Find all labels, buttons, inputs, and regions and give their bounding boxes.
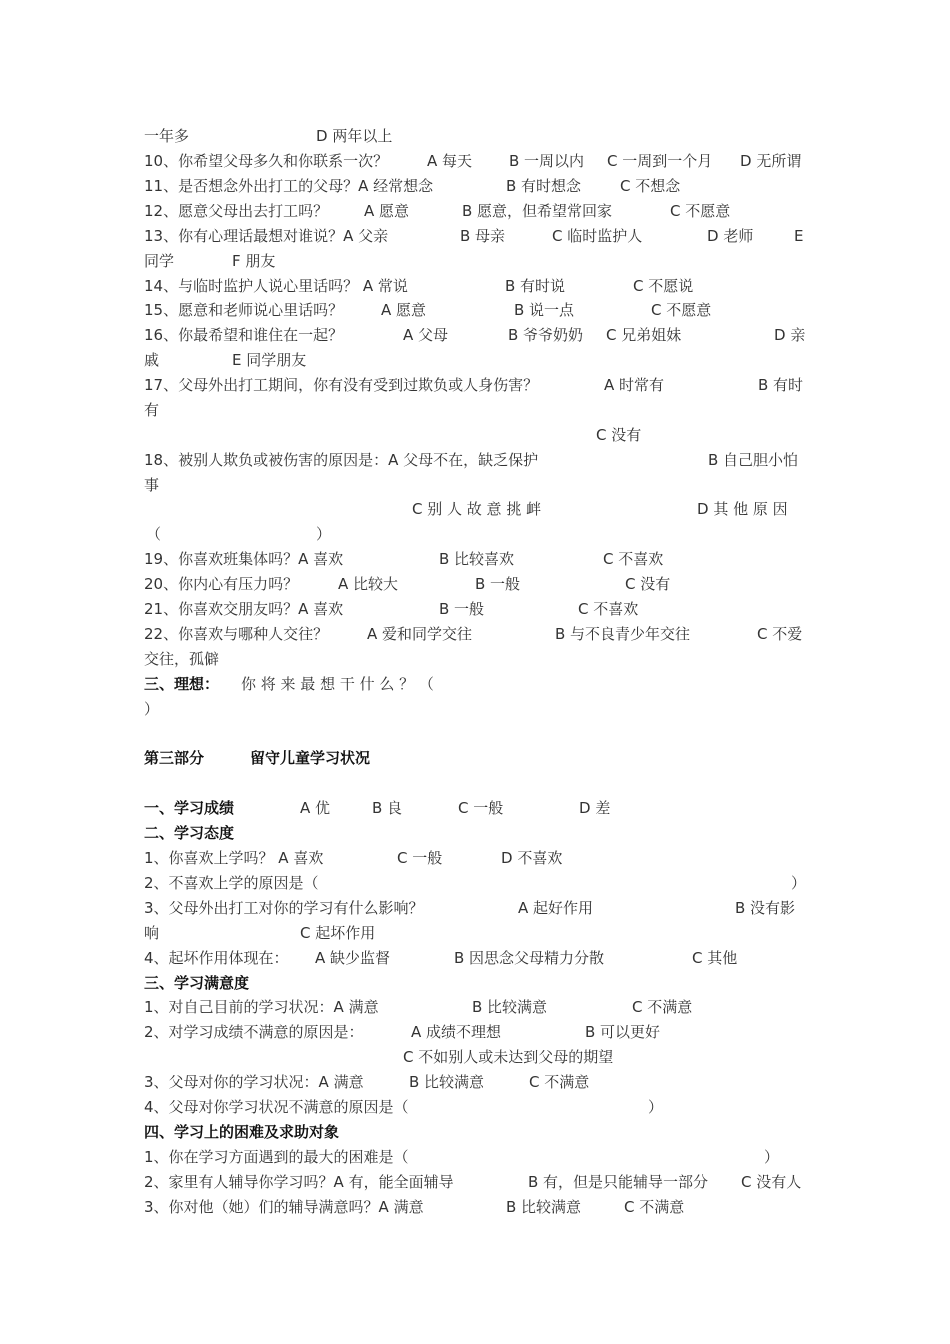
option-text: C 不爱	[757, 625, 803, 643]
question-text: 4、父母对你学习状况不满意的原因是（	[144, 1098, 409, 1116]
section-heading-attitude: 二、学习态度	[144, 824, 235, 842]
option-text: A 每天	[427, 152, 473, 170]
answer-blank-close: ）	[764, 1148, 780, 1166]
option-text: B 一周以内	[509, 152, 585, 170]
doc-text: 一年多	[144, 127, 190, 145]
option-text: D 差	[579, 799, 611, 817]
option-text: C 不愿意	[651, 301, 712, 319]
question-20: 20、你内心有压力吗？	[144, 575, 299, 593]
doc-text: 有	[144, 401, 160, 419]
option-text: C 不愿意	[670, 202, 731, 220]
doc-text: 戚	[144, 351, 160, 369]
option-text: B 有时说	[505, 277, 566, 295]
question-text: 4、起坏作用体现在：	[144, 949, 289, 967]
option-text: B 比较满意	[472, 998, 548, 1016]
question-13: 13、你有心理话最想对谁说？A 父亲	[144, 227, 389, 245]
option-text: B 愿意，但希望常回家	[462, 202, 613, 220]
option-text: D 老师	[707, 227, 754, 245]
option-text: A 起好作用	[518, 899, 594, 917]
part-subtitle: 留守儿童学习状况	[250, 749, 371, 767]
option-text: B 说一点	[514, 301, 575, 319]
question-text: 3、你对他（她）们的辅导满意吗？A 满意	[144, 1198, 424, 1216]
option-text: B 母亲	[460, 227, 506, 245]
section-heading-grades: 一、学习成绩	[144, 799, 235, 817]
question-21: 21、你喜欢交朋友吗？A 喜欢	[144, 600, 344, 618]
option-text: C 一周到一个月	[607, 152, 713, 170]
option-text: B 因思念父母精力分散	[454, 949, 605, 967]
question-text: 1、对自己目前的学习状况：A 满意	[144, 998, 379, 1016]
question-14: 14、与临时监护人说心里话吗？ A 常说	[144, 277, 408, 295]
option-text: A 缺少监督	[315, 949, 391, 967]
option-text: B 一般	[475, 575, 521, 593]
section-heading-difficulties: 四、学习上的困难及求助对象	[144, 1123, 340, 1141]
option-text: C 兄弟姐妹	[606, 326, 682, 344]
option-text: B 一般	[439, 600, 485, 618]
option-text: C 不满意	[529, 1073, 590, 1091]
option-text: C 没有	[596, 426, 642, 444]
option-text: B 与不良青少年交往	[555, 625, 691, 643]
doc-text: D 两年以上	[316, 127, 393, 145]
option-text: B 可以更好	[585, 1023, 661, 1041]
option-text: B 比较满意	[506, 1198, 582, 1216]
doc-text: 同学	[144, 252, 175, 270]
option-text: B 比较喜欢	[439, 550, 515, 568]
question-ideal: 你 将 来 最 想 干 什 么 ？ （	[241, 675, 434, 693]
option-text: A 比较大	[338, 575, 399, 593]
option-text: F 朋友	[232, 252, 276, 270]
option-text: C 不愿说	[633, 277, 694, 295]
answer-blank-close: ）	[791, 874, 807, 892]
option-text: B 比较满意	[409, 1073, 485, 1091]
question-text: 3、父母外出打工对你的学习有什么影响？	[144, 899, 424, 917]
option-text: C 不满意	[632, 998, 693, 1016]
question-18: 18、被别人欺负或被伤害的原因是：A 父母不在，缺乏保护	[144, 451, 539, 469]
option-text: C 不想念	[620, 177, 681, 195]
part-title: 第三部分	[144, 749, 205, 767]
option-text: A 愿意	[381, 301, 427, 319]
question-text: 2、对学习成绩不满意的原因是：	[144, 1023, 364, 1041]
question-11: 11、是否想念外出打工的父母？A 经常想念	[144, 177, 434, 195]
option-text: B 有时想念	[506, 177, 582, 195]
option-text: A 爱和同学交往	[367, 625, 473, 643]
answer-blank-close: ）	[316, 525, 332, 543]
option-text: C 一般	[397, 849, 443, 867]
option-text: A 父母	[403, 326, 449, 344]
option-text: C 临时监护人	[552, 227, 643, 245]
option-text: D 不喜欢	[501, 849, 563, 867]
question-12: 12、愿意父母出去打工吗？	[144, 202, 329, 220]
doc-text: 交往，孤僻	[144, 650, 220, 668]
option-text: C 不喜欢	[603, 550, 664, 568]
option-text: C 别 人 故 意 挑 衅	[412, 500, 542, 518]
option-text: C 没有	[625, 575, 671, 593]
option-text: A 成绩不理想	[411, 1023, 502, 1041]
option-text: C 不如别人或未达到父母的期望	[403, 1048, 614, 1066]
question-10: 10、你希望父母多久和你联系一次？	[144, 152, 389, 170]
option-text: A 愿意	[364, 202, 410, 220]
option-text: B 爷爷奶奶	[508, 326, 584, 344]
question-text: 1、你喜欢上学吗？ A 喜欢	[144, 849, 324, 867]
option-text: C 不喜欢	[578, 600, 639, 618]
question-text: 1、你在学习方面遇到的最大的困难是（	[144, 1148, 409, 1166]
option-text: C 不满意	[624, 1198, 685, 1216]
question-text: 2、家里有人辅导你学习吗？A 有，能全面辅导	[144, 1173, 454, 1191]
option-text: D 无所谓	[740, 152, 802, 170]
option-text: A 时常有	[604, 376, 665, 394]
option-text: C 一般	[458, 799, 504, 817]
option-text: B 自己胆小怕	[708, 451, 799, 469]
answer-blank-close: ）	[648, 1098, 664, 1116]
option-text: E	[794, 227, 804, 245]
option-text: B 有，但是只能辅导一部分	[528, 1173, 709, 1191]
section-heading-ideal: 三、理想：	[144, 675, 220, 693]
question-17: 17、父母外出打工期间，你有没有受到过欺负或人身伤害？	[144, 376, 539, 394]
option-text: D 其 他 原 因	[697, 500, 788, 518]
option-text: B 良	[372, 799, 403, 817]
question-22: 22、你喜欢与哪种人交往？	[144, 625, 329, 643]
answer-blank-open: （	[146, 525, 162, 543]
option-text: B 有时	[758, 376, 804, 394]
question-15: 15、愿意和老师说心里话吗？	[144, 301, 344, 319]
option-text: C 起坏作用	[300, 924, 376, 942]
doc-text: 响	[144, 924, 160, 942]
section-heading-satisfaction: 三、学习满意度	[144, 974, 250, 992]
option-text: E 同学朋友	[232, 351, 307, 369]
question-16: 16、你最希望和谁住在一起？	[144, 326, 344, 344]
option-text: A 优	[300, 799, 331, 817]
option-text: C 没有人	[741, 1173, 802, 1191]
option-text: D 亲	[774, 326, 806, 344]
doc-text: 事	[144, 476, 160, 494]
option-text: C 其他	[692, 949, 738, 967]
question-text: 3、父母对你的学习状况：A 满意	[144, 1073, 364, 1091]
question-19: 19、你喜欢班集体吗？A 喜欢	[144, 550, 344, 568]
question-text: 2、不喜欢上学的原因是（	[144, 874, 319, 892]
option-text: B 没有影	[735, 899, 796, 917]
answer-blank-close: ）	[144, 700, 160, 718]
